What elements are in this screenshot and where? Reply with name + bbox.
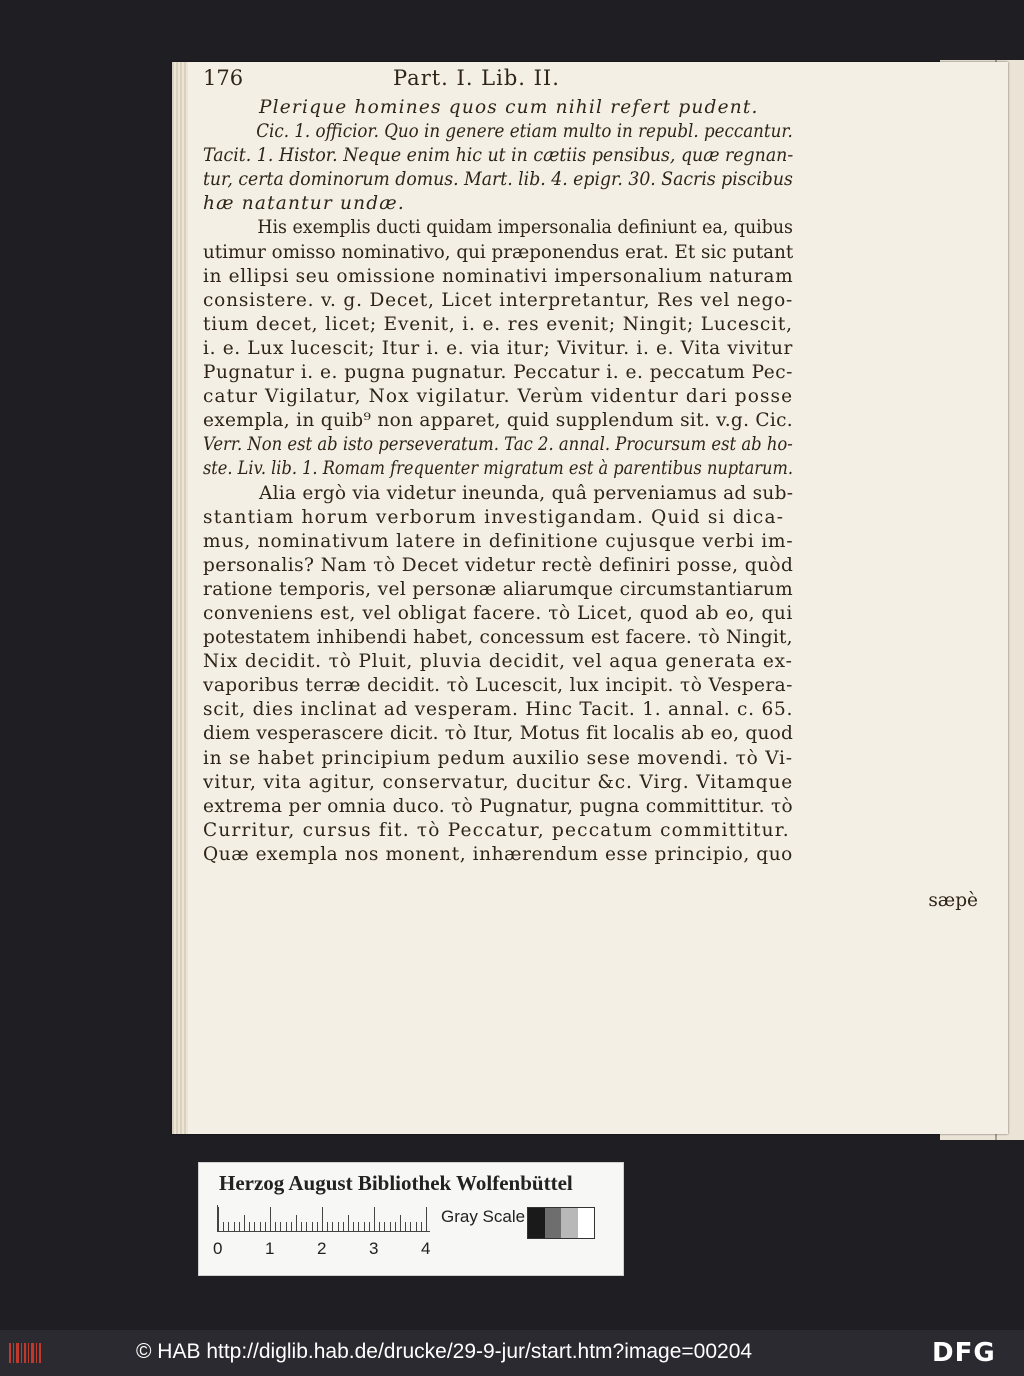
ruler-tick bbox=[426, 1207, 427, 1231]
ruler-tick bbox=[280, 1222, 281, 1231]
text-line: Plerique homines quos cum nihil refert pudent. bbox=[259, 97, 759, 118]
ruler-tick bbox=[260, 1222, 261, 1231]
text-line: personalis? Nam τὸ Decet videtur rectè definiri posse, quòd bbox=[203, 554, 793, 576]
dfg-logo: DFG bbox=[932, 1338, 996, 1368]
ruler-tick bbox=[291, 1222, 292, 1231]
viewer-footer bbox=[0, 1330, 1024, 1376]
ruler-tick bbox=[223, 1222, 224, 1231]
page-number: 176 bbox=[203, 66, 244, 90]
ruler-tick bbox=[234, 1222, 235, 1231]
text-line: ste. Liv. lib. 1. Romam frequenter migratum est à parentibus nuptarum. bbox=[203, 458, 793, 480]
scale-number: 0 bbox=[213, 1239, 223, 1258]
text-line: stantiam horum verborum investigandam. Quid si dica- bbox=[203, 506, 785, 528]
ruler-tick bbox=[390, 1222, 391, 1231]
catchword: sæpè bbox=[928, 890, 978, 911]
scale-number: 2 bbox=[317, 1239, 327, 1258]
text-line: i. e. Lux lucescit; Itur i. e. via itur; Vivitur. i. e. Vita vivitur bbox=[203, 337, 793, 359]
ruler-tick bbox=[364, 1222, 365, 1231]
ruler-tick bbox=[286, 1222, 287, 1231]
ruler-tick bbox=[327, 1222, 328, 1231]
scale-number: 3 bbox=[369, 1239, 379, 1258]
ruler-tick bbox=[421, 1222, 422, 1231]
body-text bbox=[203, 96, 793, 867]
ruler-tick bbox=[374, 1207, 375, 1231]
gray-swatch bbox=[561, 1208, 578, 1238]
library-name: Herzog August Bibliothek Wolfenbüttel bbox=[219, 1171, 573, 1195]
text-line: Curritur, cursus fit. τὸ Peccatur, peccatum committitur. bbox=[203, 819, 790, 841]
ruler-tick bbox=[348, 1215, 349, 1231]
text-line: vitur, vita agitur, conservatur, ducitur &c. Virg. Vitamque bbox=[203, 771, 793, 793]
ruler-tick bbox=[306, 1222, 307, 1231]
running-title: Part. I. Lib. II. bbox=[393, 66, 560, 90]
ruler-tick bbox=[275, 1222, 276, 1231]
ruler-tick bbox=[239, 1222, 240, 1231]
ruler-tick bbox=[218, 1207, 219, 1231]
ruler-tick bbox=[249, 1222, 250, 1231]
text-line: tium decet, licet; Evenit, i. e. res evenit; Ningit; Lucescit, bbox=[203, 313, 793, 335]
ruler-tick bbox=[312, 1222, 313, 1231]
running-head bbox=[203, 66, 803, 94]
scale-numbers bbox=[213, 1239, 443, 1261]
ruler-tick bbox=[322, 1207, 323, 1231]
ruler-tick bbox=[395, 1222, 396, 1231]
text-line: Nix decidit. τὸ Pluit, pluvia decidit, vel aqua generata ex- bbox=[203, 651, 793, 673]
color-calibration-card bbox=[198, 1162, 624, 1276]
text-line: Pugnatur i. e. pugna pugnatur. Peccatur i. e. peccatum Pec- bbox=[203, 362, 793, 384]
ruler-tick bbox=[400, 1215, 401, 1231]
text-line: Quæ exempla nos monent, inhærendum esse principio, quo bbox=[203, 843, 793, 865]
text-line: in ellipsi seu omissione nominativi impersonalium naturam bbox=[203, 265, 793, 287]
ruler-tick bbox=[343, 1222, 344, 1231]
gray-swatch bbox=[578, 1208, 595, 1238]
text-line: Cic. 1. officior. Quo in genere etiam multo in republ. peccantur. bbox=[256, 121, 793, 143]
gray-swatch bbox=[545, 1208, 562, 1238]
ruler-tick bbox=[228, 1222, 229, 1231]
copyright-url[interactable]: © HAB http://diglib.hab.de/drucke/29-9-jur/start.htm?image=00204 bbox=[136, 1340, 753, 1363]
ruler-tick bbox=[405, 1222, 406, 1231]
ruler-tick bbox=[384, 1222, 385, 1231]
gray-scale-label: Gray Scale bbox=[441, 1207, 526, 1226]
text-line: Alia ergò via videtur ineunda, quâ perveniamus ad sub- bbox=[259, 482, 793, 504]
text-line: potestatem inhibendi habet, concessum est facere. τὸ Ningit, bbox=[203, 627, 793, 649]
text-line: Tacit. 1. Histor. Neque enim hic ut in cætiis pensibus, quæ regnan- bbox=[203, 145, 793, 167]
scale-ruler bbox=[217, 1205, 430, 1232]
text-line: consistere. v. g. Decet, Licet interpretantur, Res vel nego- bbox=[203, 289, 793, 311]
ruler-tick bbox=[369, 1222, 370, 1231]
ruler-tick bbox=[270, 1207, 271, 1231]
ruler-tick bbox=[379, 1222, 380, 1231]
ruler-tick bbox=[416, 1222, 417, 1231]
text-line: tur, certa dominorum domus. Mart. lib. 4. epigr. 30. Sacris piscibus bbox=[203, 169, 793, 191]
gray-swatch bbox=[528, 1208, 545, 1238]
text-line: extrema per omnia duco. τὸ Pugnatur, pugna committitur. τὸ bbox=[203, 795, 793, 817]
text-line: in se habet principium pedum auxilio sese movendi. τὸ Vi- bbox=[203, 747, 793, 769]
ruler-tick bbox=[301, 1222, 302, 1231]
page-edge-shading bbox=[172, 62, 188, 1134]
ruler-tick bbox=[265, 1222, 266, 1231]
text-line: diem vesperascere dicit. τὸ Itur, Motus fit localis ab eo, quod bbox=[203, 723, 793, 745]
text-line: hæ natantur undæ. bbox=[203, 193, 405, 215]
text-line: utimur omisso nominativo, qui præponendus erat. Et sic putant bbox=[203, 241, 793, 263]
ruler-tick bbox=[244, 1215, 245, 1231]
ruler-tick bbox=[254, 1222, 255, 1231]
ruler-tick bbox=[353, 1222, 354, 1231]
ruler-tick bbox=[338, 1222, 339, 1231]
text-line: His exemplis ducti quidam impersonalia definiunt ea, quibus bbox=[257, 217, 793, 239]
scale-number: 4 bbox=[421, 1239, 431, 1258]
text-line: Verr. Non est ab isto perseveratum. Tac 2. annal. Procursum est ab ho- bbox=[203, 434, 793, 456]
ruler-tick bbox=[410, 1222, 411, 1231]
text-line: scit, dies inclinat ad vesperam. Hinc Tacit. 1. annal. c. 65. bbox=[203, 699, 793, 721]
text-line: conveniens est, vel obligat facere. τὸ Licet, quod ab eo, qui bbox=[203, 602, 793, 624]
text-line: exempla, in quib⁹ non apparet, quid supplendum sit. v.g. Cic. bbox=[203, 410, 793, 432]
ruler-tick bbox=[296, 1215, 297, 1231]
text-line: mus, nominativum latere in definitione cujusque verbi im- bbox=[203, 530, 793, 552]
ruler-tick bbox=[332, 1222, 333, 1231]
gray-scale-swatches bbox=[527, 1207, 595, 1239]
ruler-tick bbox=[317, 1222, 318, 1231]
hab-barcode-icon bbox=[8, 1340, 42, 1366]
scale-number: 1 bbox=[265, 1239, 275, 1258]
text-line: vaporibus terræ decidit. τὸ Lucescit, lux incipit. τὸ Vespera- bbox=[203, 675, 793, 697]
ruler-tick bbox=[358, 1222, 359, 1231]
text-line: catur Vigilatur, Nox vigilatur. Verùm videntur dari posse bbox=[203, 386, 793, 408]
text-line: ratione temporis, vel personæ aliarumque circumstantiarum bbox=[203, 578, 793, 600]
